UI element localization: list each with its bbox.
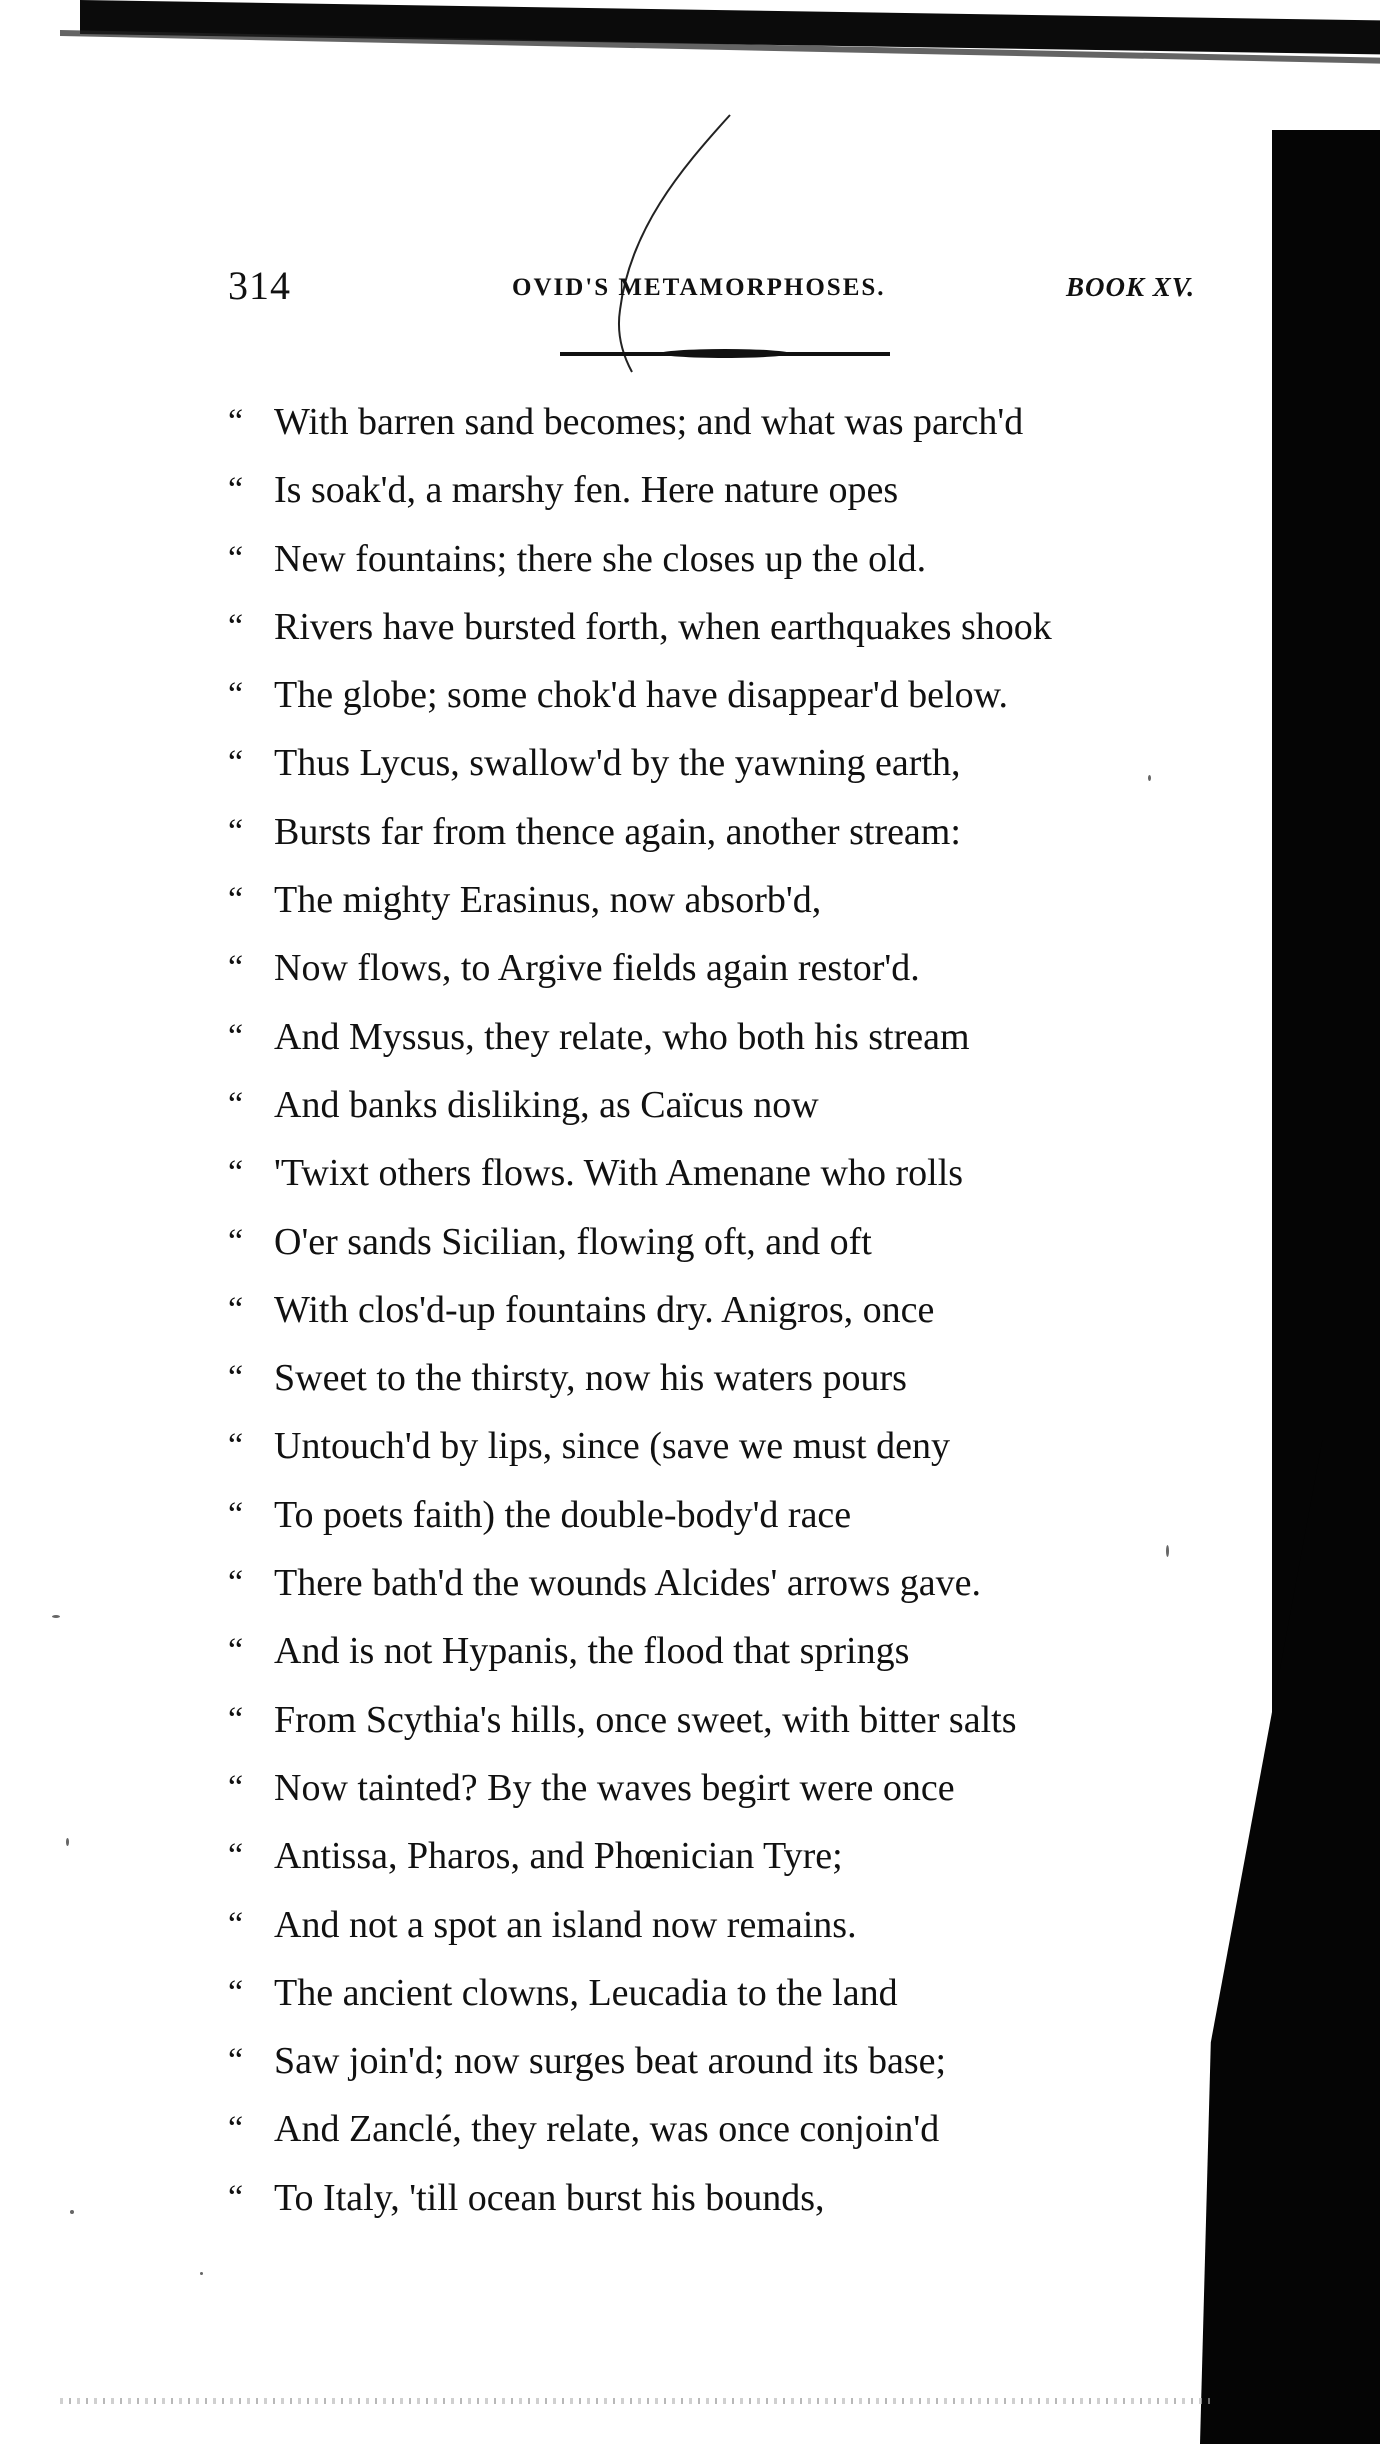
verse-text: Sweet to the thirsty, now his waters pours bbox=[274, 1357, 907, 1400]
verse-line bbox=[228, 388, 1228, 456]
running-head bbox=[0, 262, 1300, 312]
verse-text: And banks disliking, as Caïcus now bbox=[274, 1083, 819, 1126]
verse-line bbox=[228, 1617, 1228, 1685]
verse-text: Bursts far from thence again, another stream: bbox=[274, 810, 961, 853]
verse-text: Saw join'd; now surges beat around its base; bbox=[274, 2040, 947, 2083]
verse-text: And Myssus, they relate, who both his stream bbox=[274, 1015, 970, 1058]
verse-text: And not a spot an island now remains. bbox=[274, 1903, 857, 1946]
quote-mark: “ bbox=[228, 676, 244, 714]
verse-text: Antissa, Pharos, and Phœnician Tyre; bbox=[274, 1835, 843, 1878]
verse-text: Untouch'd by lips, since (save we must deny bbox=[274, 1425, 950, 1468]
scan-speck bbox=[1148, 775, 1151, 781]
verse-text: The globe; some chok'd have disappear'd below. bbox=[274, 674, 1009, 717]
verse-text: Thus Lycus, swallow'd by the yawning earth, bbox=[274, 742, 961, 785]
quote-mark: “ bbox=[228, 1973, 244, 2011]
scan-speck bbox=[1166, 1545, 1169, 1557]
verse-text: Now tainted? By the waves begirt were once bbox=[274, 1766, 955, 1809]
verse-text: O'er sands Sicilian, flowing oft, and oft bbox=[274, 1220, 872, 1263]
quote-mark: “ bbox=[228, 1017, 244, 1055]
verse-line bbox=[228, 934, 1228, 1002]
scan-noise-bottom bbox=[60, 2398, 1210, 2404]
verse-line bbox=[228, 1003, 1228, 1071]
verse-text: And Zanclé, they relate, was once conjoin'd bbox=[274, 2108, 940, 2151]
verse-line bbox=[228, 1959, 1228, 2027]
quote-mark: “ bbox=[228, 471, 244, 509]
quote-mark: “ bbox=[228, 607, 244, 645]
verse-line bbox=[228, 1754, 1228, 1822]
quote-mark: “ bbox=[228, 1427, 244, 1465]
verse-line bbox=[228, 1071, 1228, 1139]
quote-mark: “ bbox=[228, 1837, 244, 1875]
verse-line bbox=[228, 1822, 1228, 1890]
verse-line bbox=[228, 866, 1228, 934]
scan-speck bbox=[70, 2210, 74, 2214]
page-number: 314 bbox=[228, 263, 291, 308]
verse-line bbox=[228, 661, 1228, 729]
quote-mark: “ bbox=[228, 1359, 244, 1397]
quote-mark: “ bbox=[228, 1768, 244, 1806]
verse-text: The ancient clowns, Leucadia to the land bbox=[274, 1971, 898, 2014]
verse-line bbox=[228, 1891, 1228, 1959]
verse-text: 'Twixt others flows. With Amenane who rolls bbox=[274, 1152, 964, 1195]
verse-line bbox=[228, 1208, 1228, 1276]
quote-mark: “ bbox=[228, 1222, 244, 1260]
verse-text: And is not Hypanis, the flood that springs bbox=[274, 1630, 910, 1673]
quote-mark: “ bbox=[228, 2042, 244, 2080]
scan-speck bbox=[66, 1838, 69, 1846]
verse-text: There bath'd the wounds Alcides' arrows gave. bbox=[274, 1562, 981, 1605]
quote-mark: “ bbox=[228, 881, 244, 919]
verse-text: To poets faith) the double-body'd race bbox=[274, 1493, 852, 1536]
pencil-stroke-mark bbox=[560, 110, 740, 380]
quote-mark: “ bbox=[228, 1495, 244, 1533]
quote-mark: “ bbox=[228, 2178, 244, 2216]
verse-line bbox=[228, 1344, 1228, 1412]
verse-line bbox=[228, 1481, 1228, 1549]
header-rule-ornament bbox=[660, 349, 790, 358]
verse-text: New fountains; there she closes up the old. bbox=[274, 537, 927, 580]
quote-mark: “ bbox=[228, 812, 244, 850]
verse-text: Now flows, to Argive fields again restor'd. bbox=[274, 947, 920, 990]
verse-text: From Scythia's hills, once sweet, with bitter salts bbox=[274, 1698, 1017, 1741]
quote-mark: “ bbox=[228, 744, 244, 782]
verse-line bbox=[228, 1139, 1228, 1207]
poem-text bbox=[228, 388, 1228, 2232]
scan-speck bbox=[52, 1615, 60, 1618]
quote-mark: “ bbox=[228, 1564, 244, 1602]
verse-text: With clos'd-up fountains dry. Anigros, once bbox=[274, 1288, 935, 1331]
quote-mark: “ bbox=[228, 403, 244, 440]
verse-line bbox=[228, 798, 1228, 866]
quote-mark: “ bbox=[228, 1905, 244, 1943]
scan-speck bbox=[200, 2272, 203, 2275]
verse-text: With barren sand becomes; and what was parch'd bbox=[274, 401, 1024, 443]
quote-mark: “ bbox=[228, 1290, 244, 1328]
quote-mark: “ bbox=[228, 539, 244, 577]
verse-text: Rivers have bursted forth, when earthquakes shook bbox=[274, 605, 1052, 648]
verse-text: To Italy, 'till ocean burst his bounds, bbox=[274, 2176, 825, 2219]
verse-line bbox=[228, 1276, 1228, 1344]
verse-text: Is soak'd, a marshy fen. Here nature opes bbox=[274, 469, 899, 512]
page-title: OVID'S METAMORPHOSES. bbox=[512, 274, 886, 301]
quote-mark: “ bbox=[228, 1632, 244, 1670]
quote-mark: “ bbox=[228, 1085, 244, 1123]
verse-line bbox=[228, 525, 1228, 593]
quote-mark: “ bbox=[228, 1700, 244, 1738]
verse-line bbox=[228, 1412, 1228, 1480]
verse-line bbox=[228, 1549, 1228, 1617]
verse-line bbox=[228, 729, 1228, 797]
verse-text: The mighty Erasinus, now absorb'd, bbox=[274, 879, 822, 922]
verse-line bbox=[228, 2164, 1228, 2232]
quote-mark: “ bbox=[228, 1154, 244, 1192]
verse-line bbox=[228, 593, 1228, 661]
book-label: BOOK XV. bbox=[1066, 272, 1196, 302]
quote-mark: “ bbox=[228, 949, 244, 987]
verse-line bbox=[228, 1686, 1228, 1754]
verse-line bbox=[228, 2027, 1228, 2095]
verse-line bbox=[228, 456, 1228, 524]
verse-line bbox=[228, 2095, 1228, 2163]
quote-mark: “ bbox=[228, 2110, 244, 2148]
